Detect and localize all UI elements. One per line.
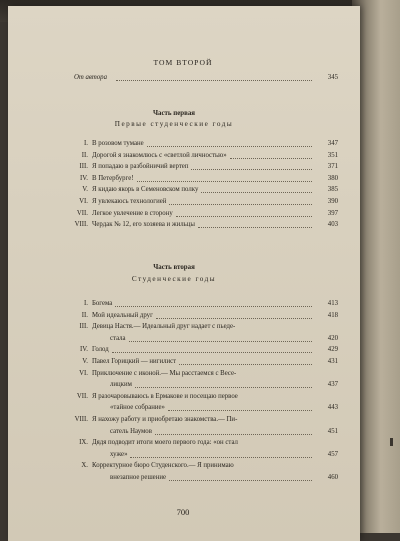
volume-title: ТОМ ВТОРОЙ <box>153 58 213 67</box>
chapter-page: 413 <box>327 300 338 307</box>
chapter-leader <box>137 181 312 182</box>
chapter-title-line: Богема <box>92 300 113 307</box>
chapter-page: 385 <box>327 186 338 194</box>
chapter-page: 451 <box>327 427 338 435</box>
chapter-number: VIII. <box>74 416 88 423</box>
preface-page: 345 <box>327 74 338 81</box>
chapter-leader <box>191 169 312 170</box>
chapter-page: 347 <box>327 140 338 147</box>
chapter-title-line: Дядя подводит итоги моего первого года: «он стал <box>92 439 238 447</box>
part1-label: Часть первая <box>152 110 196 117</box>
chapter-number: VII. <box>76 392 88 400</box>
chapter-number: IV. <box>80 346 88 354</box>
chapter-leader <box>130 457 312 458</box>
chapter-title-line: Приключение с иконой.— Мы расстаемся с Весе- <box>92 369 237 377</box>
chapter-leader <box>169 480 312 481</box>
adjacent-page-mark <box>390 438 393 446</box>
chapter-leader <box>129 341 312 342</box>
chapter-page: 390 <box>327 198 338 205</box>
chapter-title: Я попадаю в разбойничий вертеп <box>92 163 189 171</box>
chapter-leader <box>230 158 312 159</box>
chapter-leader <box>169 204 312 205</box>
chapter-title-line: Голод <box>92 346 109 354</box>
chapter-number: II. <box>81 311 88 319</box>
chapter-number: VI. <box>79 369 88 377</box>
chapter-title-line: стала <box>110 334 126 342</box>
chapter-number: I. <box>84 300 88 307</box>
chapter-number: VI. <box>79 198 88 205</box>
chapter-title-line: Девица Настя.— Идеальный друг надает с пьеде- <box>92 323 236 331</box>
chapter-page: 460 <box>327 474 338 481</box>
part2-subtitle: Студенческие годы <box>131 275 217 283</box>
chapter-number: II. <box>81 151 88 159</box>
chapter-number: III. <box>79 323 88 331</box>
chapter-page: 431 <box>327 358 338 365</box>
page-number: 700 <box>176 507 190 517</box>
chapter-title-line: «тайное собрание» <box>110 404 165 412</box>
chapter-number: VIII. <box>74 221 88 229</box>
chapter-title-line: сатель Наумов <box>110 427 152 435</box>
chapter-page: 437 <box>327 381 338 389</box>
chapter-title-line: Корректурное бюро Студенского.— Я принимаю <box>92 462 234 470</box>
chapter-leader <box>155 434 312 435</box>
chapter-leader <box>201 192 312 193</box>
chapter-leader <box>198 227 312 228</box>
chapter-leader <box>179 364 312 365</box>
chapter-number: V. <box>82 358 88 365</box>
chapter-title-line: внезапное решение <box>110 474 166 481</box>
chapter-number: V. <box>82 186 88 194</box>
book-page <box>8 6 360 541</box>
chapter-page: 371 <box>327 163 338 171</box>
chapter-number: IV. <box>80 174 88 182</box>
chapter-page: 403 <box>327 221 338 229</box>
chapter-page: 397 <box>327 209 338 217</box>
chapter-page: 429 <box>327 346 338 354</box>
chapter-leader <box>168 410 312 411</box>
chapter-title-line: Я нахожу работу и приобретаю знакомства.— Пи- <box>92 416 238 423</box>
chapter-title: Дорогой я знакомлюсь с «светлой личностью» <box>92 151 227 159</box>
chapter-page: 351 <box>327 151 338 159</box>
chapter-number: X. <box>81 462 88 470</box>
chapter-leader <box>156 318 312 319</box>
chapter-leader <box>112 352 312 353</box>
chapter-title: Я кидаю якорь в Семеновском полку <box>92 186 199 194</box>
chapter-leader <box>176 216 312 217</box>
chapter-number: IX. <box>79 439 88 447</box>
chapter-page: 457 <box>327 450 338 458</box>
chapter-page: 380 <box>327 174 338 182</box>
chapter-number: III. <box>79 163 88 171</box>
chapter-page: 443 <box>327 404 338 412</box>
chapter-title-line: Павел Горицкий — нигилист <box>92 358 177 365</box>
chapter-number: I. <box>84 140 88 147</box>
chapter-title-line: Я разочаровываюсь в Ермакове и посещаю первое <box>92 392 238 400</box>
chapter-title-line: лицким <box>110 381 132 389</box>
chapter-title: В Петербурге! <box>92 174 134 182</box>
preface-title: От автора <box>74 74 107 81</box>
chapter-title: Чердак № 12, его хозяева и жильцы <box>92 221 195 229</box>
chapter-title-line: Мой идеальный друг <box>92 311 153 319</box>
chapter-title: В розовом тумане <box>92 140 144 147</box>
chapter-number: VII. <box>76 209 88 217</box>
chapter-page: 418 <box>327 311 338 319</box>
chapter-title-line: хуже» <box>110 450 128 458</box>
chapter-leader <box>135 387 312 388</box>
chapter-leader <box>147 146 312 147</box>
chapter-page: 420 <box>327 334 338 342</box>
chapter-title: Я увлекаюсь технологией <box>92 198 167 205</box>
chapter-leader <box>115 306 312 307</box>
part1-subtitle: Первые студенческие годы <box>114 120 234 128</box>
chapter-title: Легкое увлечение в сторону <box>92 209 173 217</box>
part2-label: Часть вторая <box>153 264 195 271</box>
preface-leader <box>116 80 312 81</box>
